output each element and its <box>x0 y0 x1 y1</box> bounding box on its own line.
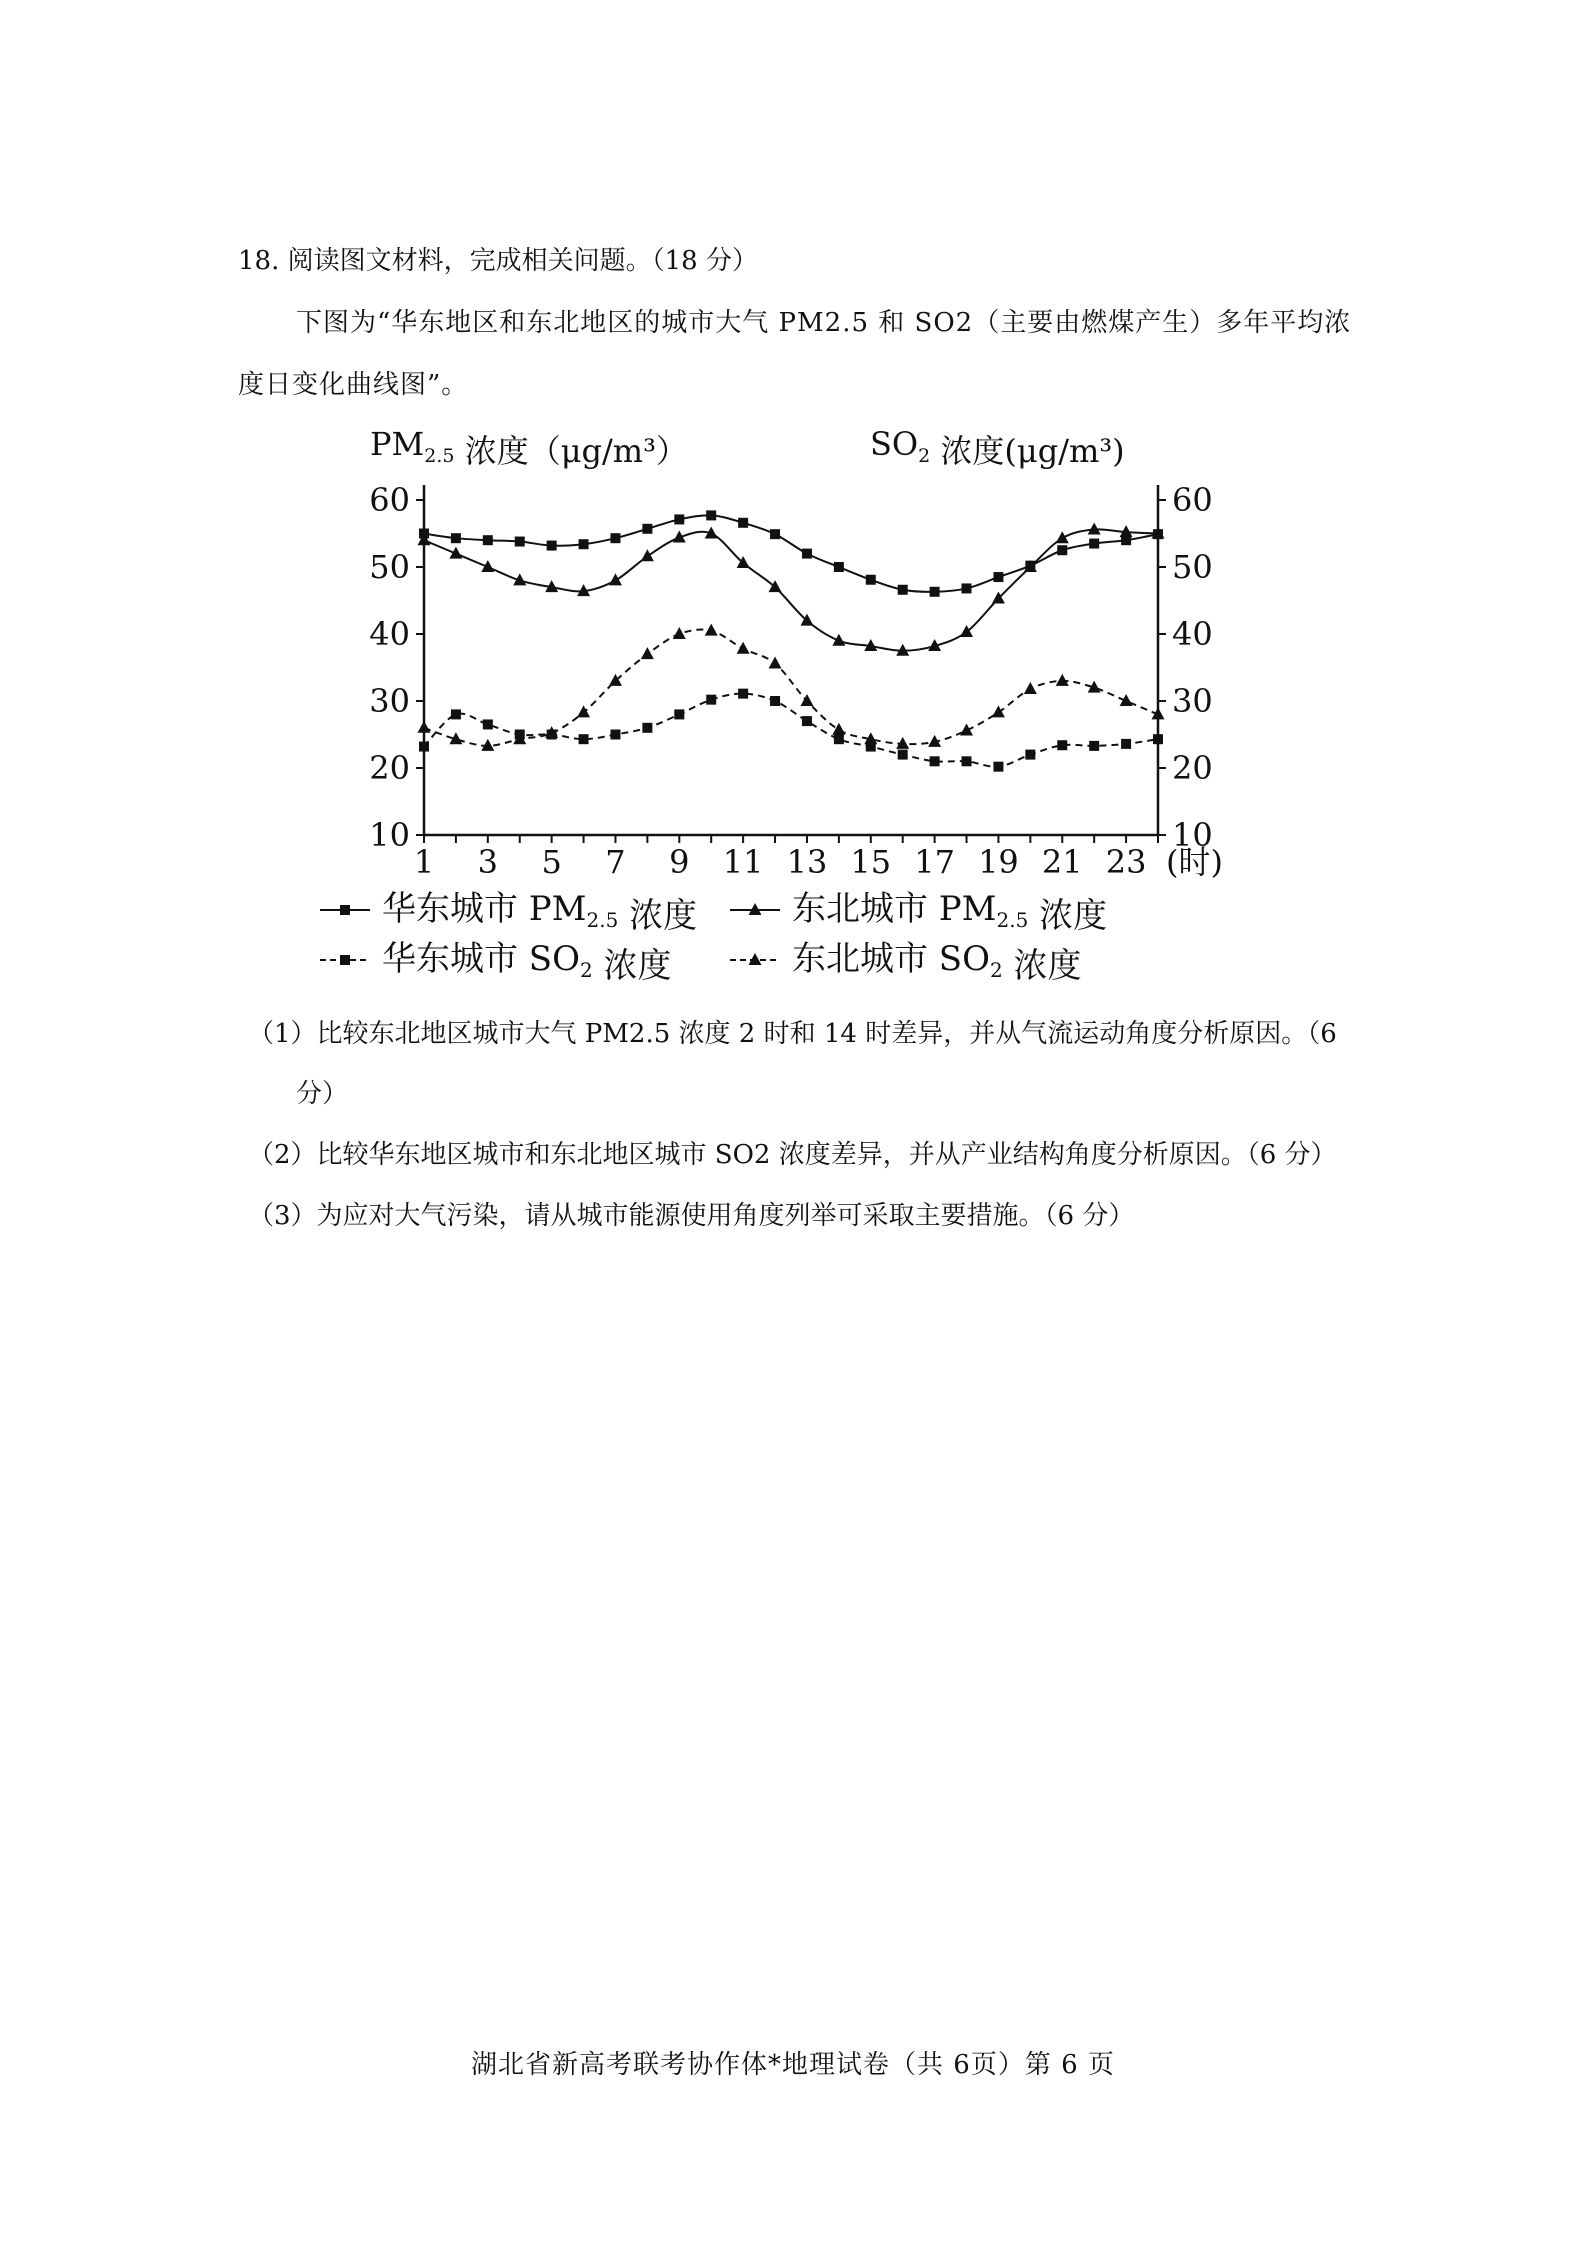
legend-label: 东北城市 $SO_2$ 浓度 <box>792 939 1082 980</box>
legend-item-2 <box>730 889 1107 936</box>
legend-label: 华东城市 $SO_2$ 浓度 <box>382 939 672 980</box>
sub-question-2: （2）比较华东地区城市和东北地区城市 SO2 浓度差异，并从产业结构角度分析原因。（6 分） <box>248 1140 1337 1170</box>
y-left-tick-label: 40 <box>369 615 410 653</box>
triangle-marker <box>1056 531 1069 543</box>
sub-question-3: （3）为应对大气污染，请从城市能源使用角度列举可采取主要措施。（6 分） <box>248 1201 1135 1231</box>
square-marker <box>962 756 972 766</box>
square-marker <box>1057 740 1067 750</box>
square-marker <box>610 533 620 543</box>
legend-item-1 <box>320 889 697 936</box>
square-marker <box>1025 750 1035 760</box>
square-marker <box>579 734 589 744</box>
y-right-tick-label: 60 <box>1172 481 1213 519</box>
x-tick-label: 5 <box>541 843 562 881</box>
square-marker <box>1057 545 1067 555</box>
y-left-axis-label: $PM_{2.5}$ 浓度（μg/m³） <box>370 425 688 470</box>
square-marker <box>483 719 493 729</box>
series-group-4 <box>418 624 1165 751</box>
x-unit-label: (时) <box>1166 843 1223 881</box>
y-left-tick-label: 20 <box>369 749 410 787</box>
triangle-marker <box>1024 682 1037 694</box>
y-left-tick-label: 30 <box>369 682 410 720</box>
triangle-marker <box>800 694 813 706</box>
series-line <box>424 694 1158 767</box>
triangle-marker <box>609 573 622 585</box>
square-marker <box>419 742 429 752</box>
y-right-tick-label: 40 <box>1172 615 1213 653</box>
triangle-marker <box>418 721 431 733</box>
square-marker <box>483 535 493 545</box>
triangle-marker <box>705 624 718 636</box>
x-tick-label: 3 <box>477 843 499 881</box>
y-right-tick-label: 10 <box>1172 816 1213 854</box>
square-marker <box>610 730 620 740</box>
x-tick-label: 11 <box>722 843 764 881</box>
x-tick-label: 17 <box>914 843 955 881</box>
square-marker <box>993 762 1003 772</box>
y-right-tick-label: 30 <box>1172 682 1213 720</box>
y-right-tick-label: 50 <box>1172 548 1213 586</box>
square-marker <box>738 518 748 528</box>
legend-label: 东北城市 $PM_{2.5}$ 浓度 <box>792 889 1108 936</box>
triangle-marker <box>832 723 845 735</box>
series-line <box>424 630 1158 746</box>
square-marker <box>834 562 844 572</box>
square-marker <box>547 541 557 551</box>
square-marker <box>340 905 350 915</box>
y-right-axis-label: $SO_2$ 浓度(μg/m³) <box>870 425 1125 470</box>
square-marker <box>770 529 780 539</box>
x-tick-label: 7 <box>605 843 626 881</box>
triangle-marker <box>641 647 654 659</box>
square-marker <box>930 587 940 597</box>
square-marker <box>834 734 844 744</box>
square-marker <box>340 955 350 965</box>
square-marker <box>770 696 780 706</box>
x-tick-label: 15 <box>850 843 892 881</box>
square-marker <box>642 723 652 733</box>
legend-item-3 <box>320 939 672 980</box>
triangle-marker <box>737 642 750 654</box>
triangle-marker <box>1056 674 1069 686</box>
square-marker <box>898 585 908 595</box>
square-marker <box>579 539 589 549</box>
x-tick-label: 21 <box>1041 843 1083 881</box>
square-marker <box>706 695 716 705</box>
square-marker <box>1089 539 1099 549</box>
triangle-marker <box>577 705 590 717</box>
series-line <box>424 515 1158 592</box>
question-intro-cont: 度日变化曲线图”。 <box>238 370 469 400</box>
square-marker <box>930 756 940 766</box>
square-marker <box>802 716 812 726</box>
square-marker <box>1121 739 1131 749</box>
square-marker <box>962 583 972 593</box>
series-line <box>424 529 1158 650</box>
concentration-chart <box>300 420 1300 980</box>
x-tick-label: 9 <box>669 843 690 881</box>
legend-label: 华东城市 $PM_{2.5}$ 浓度 <box>382 889 698 936</box>
y-left-tick-label: 60 <box>369 481 410 519</box>
square-marker <box>1089 741 1099 751</box>
y-left-tick-label: 50 <box>369 548 410 586</box>
triangle-marker <box>769 580 782 592</box>
square-marker <box>451 709 461 719</box>
square-marker <box>674 514 684 524</box>
triangle-marker <box>992 705 1005 717</box>
page-footer: 湖北省新高考联考协作体*地理试卷（共 6页）第 6 页 <box>471 2050 1115 2080</box>
series-group-3 <box>419 689 1163 772</box>
question-intro: 下图为“华东地区和东北地区的城市大气 PM2.5 和 SO2（主要由燃煤产生）多年平均浓 <box>296 308 1352 338</box>
legend-item-4 <box>730 939 1082 980</box>
triangle-marker <box>673 627 686 639</box>
triangle-marker <box>960 723 973 735</box>
square-marker <box>674 709 684 719</box>
square-marker <box>866 575 876 585</box>
x-tick-label: 19 <box>978 843 1019 881</box>
square-marker <box>1153 734 1163 744</box>
square-marker <box>802 549 812 559</box>
x-tick-label: 1 <box>413 843 435 881</box>
triangle-marker <box>641 549 654 561</box>
square-marker <box>706 510 716 520</box>
square-marker <box>451 533 461 543</box>
square-marker <box>738 689 748 699</box>
sub-question-1: （1）比较东北地区城市大气 PM2.5 浓度 2 时和 14 时差异，并从气流运动角度分析原因。（6 <box>248 1019 1337 1049</box>
question-title: 18. 阅读图文材料，完成相关问题。（18 分） <box>238 246 758 276</box>
x-tick-label: 13 <box>786 843 828 881</box>
square-marker <box>993 572 1003 582</box>
triangle-marker <box>769 656 782 668</box>
y-right-tick-label: 20 <box>1172 749 1213 787</box>
y-left-tick-label: 10 <box>369 816 410 854</box>
x-tick-label: 23 <box>1105 843 1147 881</box>
sub-question-1-cont: 分） <box>296 1079 349 1109</box>
square-marker <box>642 524 652 534</box>
square-marker <box>515 537 525 547</box>
square-marker <box>898 750 908 760</box>
